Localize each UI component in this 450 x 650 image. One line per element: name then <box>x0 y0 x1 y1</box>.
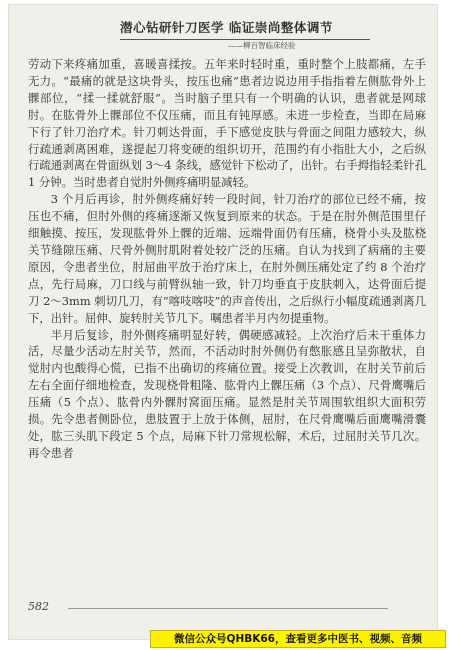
footer-divider <box>68 608 388 609</box>
header-title: 潜心钻研针刀医学 临证崇尚整体调节 <box>120 18 370 40</box>
paragraph: 劳动下来疼痛加重，喜暖喜揉按。五年来时轻时重，重时整个上肢都痛，左手无力。“最痛的就是这块骨头，按压也痛”患者边说边用手指指着左侧肱骨外上髁部位，“揉一揉就舒服”。当时脑子里只有一个明确的认识，患者就是网球肘。在肱骨外上髁部位不仅压痛，而且有钝厚感。未进一步检查，当即在局麻下行了针刀治疗术。针刀刺达骨面，手下感觉皮肤与骨面之间阻力感较大，纵行疏通剥离困难，遂提起刀将变硬的组织切开，范围约有小指肚大小，之后纵行疏通剥离在骨面纵划 3～4 条线，感觉针下松动了，出针。右手拇指轻柔针孔 1 分钟。当时患者自觉肘外侧疼痛明显减轻。 <box>28 57 426 190</box>
body-text <box>28 56 426 462</box>
page-number: 582 <box>28 600 49 613</box>
header-subtitle: ——柳百智临床经验 <box>228 41 296 50</box>
book-page <box>8 4 438 640</box>
watermark-banner: 微信公众号QHBK66，查看更多中医书、视频、音频 <box>150 630 446 648</box>
paragraph: 半月后复诊，肘外侧疼痛明显好转，偶硬感减轻。上次治疗后未干重体力活，尽量少活动左肘关节，然而，不活动时肘外侧仍有憋胀感且呈弥散状，自觉肘内也酸得心慌，已指不出确切的疼痛位置。接受上次教训，在肘关节前后左右全面仔细地检查，发现桡骨粗隆、肱骨内上髁压痛（3 个点）、尺骨鹰嘴后压痛（5 个点）、肱骨内外髁肘窝面压痛。显然是肘关节周围软组织大面积劳损。先令患者侧卧位，患肢置于上放于体侧，屈肘，在尺骨鹰嘴后面鹰嘴滑囊处，肱三头肌下段定 5 个点，局麻下针刀常规松解，术后，过屈肘关节几次。再令患者 <box>28 327 426 460</box>
running-header <box>8 12 438 62</box>
paragraph: 3 个月后再诊，肘外侧疼痛好转一段时间，针刀治疗的部位已经不痛，按压也不痛，但肘外侧的疼痛逐渐又恢复到原来的状态。于是在肘外侧范围里仔细触摸、按压，发现肱骨外上髁的近端、远端骨面仍有压痛，桡骨小头及肱桡关节缝隙压痛、尺骨外侧肘肌附着处较广泛的压痛。自认为找到了病痛的主要原因，令患者坐位，肘屈曲平放于治疗床上，在肘外侧压痛处定了约 8 个治疗点，先行局麻，刀口线与前臂纵轴一致，针刀均垂直于皮肤刺入，达骨面后提刀 2～3mm 刺切几刀，有“喀吱喀吱”的声音传出，之后纵行小幅度疏通剥离几下，出针。屈伸、旋转肘关节几下。嘱患者半月内勿提重物。 <box>28 192 426 325</box>
